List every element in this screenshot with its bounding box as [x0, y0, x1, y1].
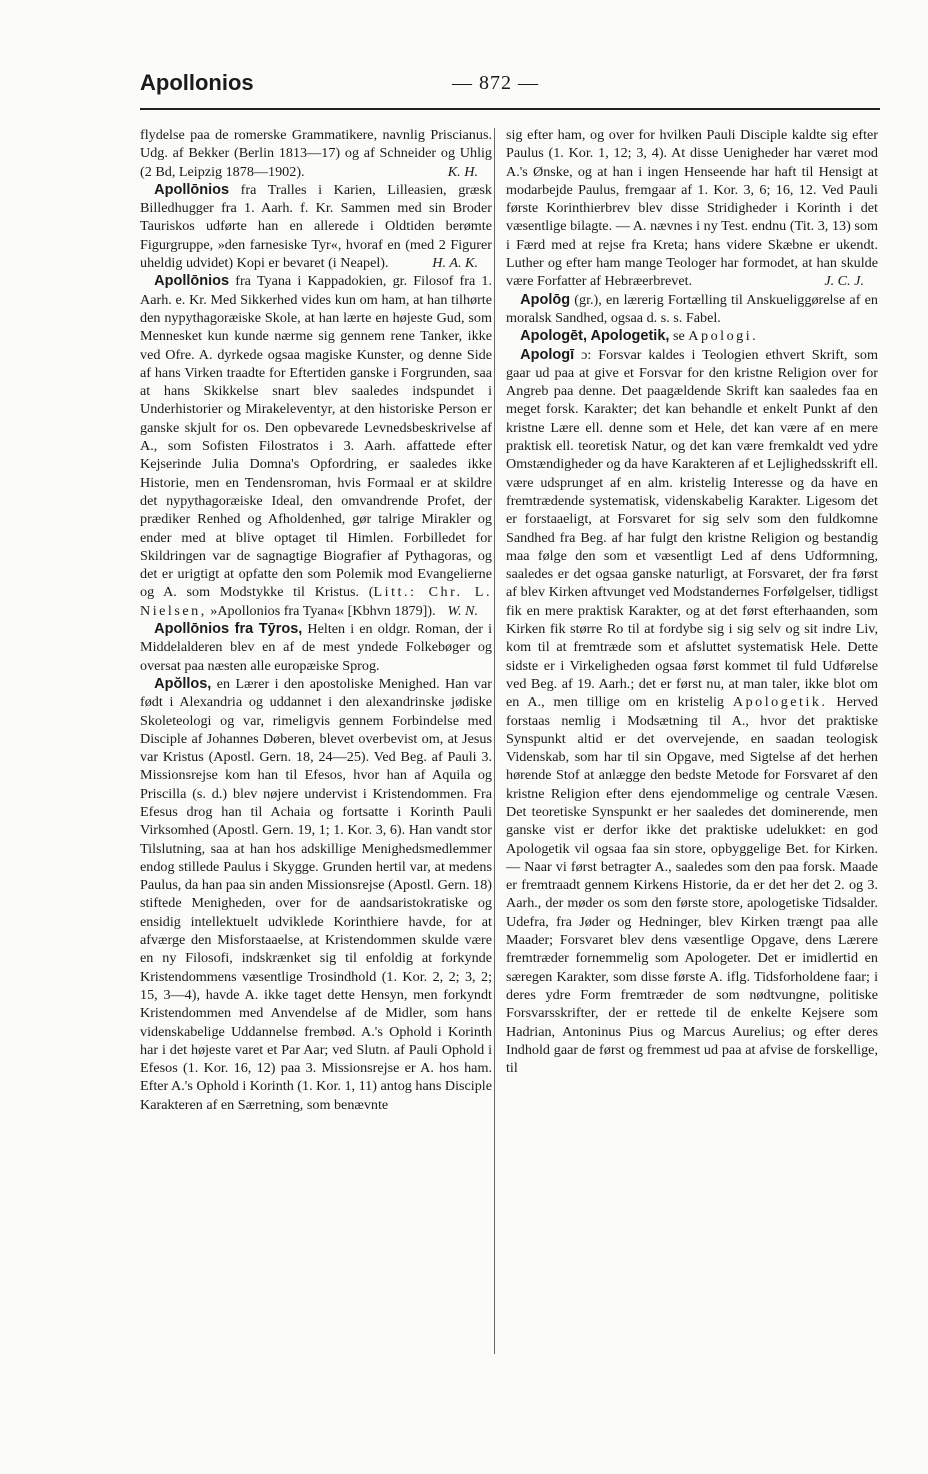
- headword: Apollōnios: [154, 273, 230, 290]
- literature-ref: Litt.: Chr. L. Nielsen,: [140, 584, 492, 619]
- running-title: Apollonios: [140, 70, 254, 95]
- headword: Apologēt, Apologetik,: [520, 328, 670, 345]
- headword: Apollōnios: [154, 181, 230, 198]
- headword: Apŏllos,: [154, 675, 212, 692]
- header-rule: [140, 108, 880, 110]
- author-signature: W. N.: [447, 602, 478, 619]
- entry-apollonios-tyros: Apollōnios fra Tȳros, Helten i en oldgr. Roman, der i Middelalderen blev en af de mest yndede Folkebøger og oversat paa næsten alle europæiske Sprog.: [140, 621, 493, 674]
- left-column: [140, 126, 492, 1114]
- cross-reference: Apologi.: [688, 328, 759, 345]
- page-number: — 872 —: [452, 72, 539, 94]
- headword: Apollōnios fra Tȳros,: [154, 621, 303, 638]
- entry-apologet: Apologēt, Apologetik, se Apologi.: [520, 328, 759, 345]
- author-signature: J. C. J.: [824, 273, 864, 290]
- page-header: [140, 70, 880, 104]
- entry-apolog: Apolōg (gr.), en lærerig Fortælling til Anskueliggørelse af en moralsk Sandhed, ogsaa d. s. s. Fabel.: [506, 291, 878, 326]
- entry-apollos: Apŏllos, en Lærer i den apostoliske Menighed. Han var født i Alexandria og uddannet i den alexandrinske jødiske Skoleteologi og var, rimeligvis gennem Forbindelse med Disciple af Johannes Døberen, blevet overbevist om, at Jesus var Kristus (Apostl. Gern. 18, 24—25). Ved Beg. af Pauli 3. Missionsrejse kom han til Efesos, hvor han af Aquila og Priscilla (s. d.) blev nøjere undervist i Kristendommen. Fra Efesus drog han til Achaia og fortsatte i Korinth Pauli Virksomhed (Apostl. Gern. 19, 1; 1. Kor. 3, 6). Han vandt stor Tilslutning, saa at han hos adskillige Menighedsmedlemmer endog stillede Paulus i Skygge. Grunden hertil var, at medens Paulus, da han paa sin anden Missionsrejse (Apostl. Gern. 18) stiftede Menigheden, over for de aandsaristokratiske og ensidig intellektuelt udviklede Korinthiere havde, for at afværge den Misforstaaelse, at Kristendommen skulde være en ny Filosofi, indskrænket sig til enfoldig at forkynde Kristendommens væsentlige Trosindhold (1. Kor. 2, 2; 3, 2; 15, 3—4), havde A. ikke taget dette Hensyn, men forkyndt Kristendommen med Anvendelse af de Midler, som hans videnskabelige Uddannelse frembød. A.'s Ophold i Korinth har i det højeste varet et Par Aar; ved Slutn. af Pauli Ophold i Efesos (1. Kor. 16, 12) paa 3. Missionsrejse er A. hos ham. Efter A.'s Ophold i Korinth (1. Kor. 1, 11) antog hans Disciple Karakteren af en Særretning, som benævnte: [140, 675, 492, 1113]
- entry-continuation: sig efter ham, og over for hvilken Pauli Disciple kaldte sig efter Paulus (1. Kor. 1, 12; 3, 4). At disse Uenigheder har været mod A.'s Ønske, og at han i ingen Henseende har haft til Hensigt at modarbejde Paulus, fremgaar af 1. Kor. 3, 6; 16, 12. Ved Pauli første Korinthierbrev blev disse Stridigheder i Korinth i det væsentlige bilagte. — A. nævnes i ny Test. endnu (Tit. 3, 13) som i Færd med at rejse fra Kreta; hans videre Skæbne er ukendt. Luther og efter ham mange Teologer har formodet, at han skulde være Forfatter af Hebræerbrevet. J. C. J.: [506, 127, 878, 290]
- cross-reference: Apologetik.: [732, 694, 828, 711]
- headword: Apolōg: [520, 291, 571, 308]
- right-column: [506, 126, 878, 1077]
- entry-apollonios-tralles: Apollōnios fra Tralles i Karien, Lilleasien, græsk Billedhugger fra 1. Aarh. f. Kr. Sammen med sin Broder Tauriskos udførte han en allerede i Oldtiden berømte Figurgruppe, »den farnesiske Tyr«, hvoraf en (med 2 Figurer uheldig udvidet) Kopi er bevaret (i Neapel). H. A. K.: [140, 181, 492, 272]
- column-divider: [494, 128, 495, 1354]
- entry-apollonios-tyana: Apollōnios fra Tyana i Kappadokien, gr. Filosof fra 1. Aarh. e. Kr. Med Sikkerhed vides kun om ham, at han tilhørte den nypythagoræiske Skole, at han lærte en højeste Gud, som Mennesket kun kunde nærme sig gennem rene Tanker, ikke ved Ofre. A. dyrkede ogsaa magiske Kunster, og denne Side af hans Virken traadte for Eftertiden ganske i Forgrunden, saa at hans Skikkelse snart blev saaledes indspundet i Underhistorier og Mirakeleventyr, at den historiske Person er ganske skjult for os. Den opbevarede Levnedsbeskrivelse af A., som Sofisten Filostratos i 3. Aarh. affattede efter Kejserinde Julia Domna's Opfordring, er saaledes ikke Historie, men en Tendensroman, hvis Formaal er at skildre det nypythagoræiske Ideal, den omvandrende Profet, der prædiker Renhed og Afholdenhed, gør talrige Mirakler og ender med at blive optaget til Himlen. Forbilledet for Skildringen var de sagnagtige Biografier af Pythagoras, og det er urigtigt at opfatte den som Polemik mod Evangelierne og A. som Modstykke til Kristus. (Litt.: Chr. L. Nielsen, »Apollonios fra Tyana« [Kbhvn 1879]). W. N.: [140, 273, 492, 619]
- author-signature: H. A. K.: [432, 255, 478, 272]
- headword: Apologī: [520, 346, 575, 363]
- entry-continuation: flydelse paa de romerske Grammatikere, navnlig Priscianus. Udg. af Bekker (Berlin 1813—17) og af Schneider og Uhlig (2 Bd, Leipzig 1878—1902). K. H.: [140, 127, 492, 180]
- author-signature: K. H.: [447, 163, 478, 180]
- entry-apologi: Apologī ɔ: Forsvar kaldes i Teologien ethvert Skrift, som gaar ud paa at give et Forsvar for den kristne Religion over for Angreb paa denne. Det paagældende Skrift kan saaledes faa en meget forsk. Karakter; det kan behandle et enkelt Punkt af den kristne Lære ell. denne som et Hele, det kan være af en mere praktisk ell. teoretisk Natur, og det kan være fremkaldt ved ydre Omstændigheder og da have Karakteren af et Lejlighedsskrift ell. være udsprunget af en alm. kristelig Interesse og da have en fremtrædende systematisk, videnskabelig Karakter. Ligesom det er forstaaeligt, at Forsvaret for sig selv som den fuldkomne Sandhed fra Beg. af har fulgt den kristne Religion og bestandig maa følge den som et væsentligt Led af dens Udformning, saaledes er det ogsaa ganske naturligt, at Forsvaret, der fra først af blev Kirken aftvunget ved Modstandernes Forfølgelser, tidligst fik en mere praktisk Karakter, og at det først efterhaanden, som Kirken fik større Ro til at fordybe sig i sig selv og sit indre Liv, kom til at fremtræde som et afsluttet systematisk Hele. Dette sidste er i Virkeligheden ogsaa først kommet til fuld Udførelse ved Beg. af 19. Aarh.; det er først nu, at man taler, ikke blot om en A., men tillige om en kristelig Apologetik. Herved forstaas nemlig i Modsætning til A., hvor det praktiske Synspunkt altid er det overvejende, en saadan teologisk Videnskab, som har til sin Opgave, med Sigtelse af det herhen hørende Stof at anlægge den bedste Metode for Forsvaret af den kristne Religion efter dens ejendommelige og centrale Væsen. Det teoretiske Synspunkt er her saaledes det dominerende, men ganske vist er derfor ikke det praktiske udelukket: en god Apologetik vil ogsaa faa sin store, opbyggelige Bet. for Kirken. — Naar vi først betragter A., saaledes som den paa forsk. Maade er fremtraadt gennem Kirkens Historie, da er det her det 2. og 3. Aarh., der møder os som den første store, apologetiske Tidsalder. Udefra, fra Jøder og Hedninger, blev Kirken trængt paa alle Maader; Forsvaret blev dens væsentlige Opgave, dens Lærere fremtræder fornemmelig som Apologeter. Det er imidlertid en særegen Karakter, som disse første A. iflg. Tidsforholdene faar; i deres ydre Form fremtræder de som nødtvungne, politiske Forsvarsskrifter, der er rettede til de enkelte Kejsere som Hadrian, Antoninus Pius og Marcus Aurelius; og efter deres Indhold gaar de først og fremmest ud paa at afvise de forskellige, til: [506, 346, 878, 1077]
